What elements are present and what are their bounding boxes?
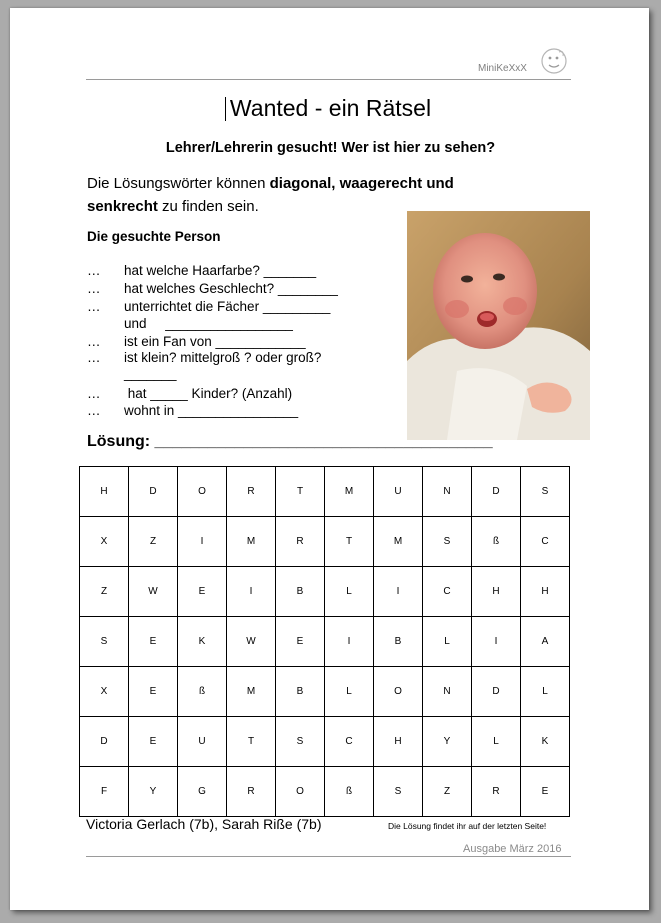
grid-cell: R	[276, 517, 325, 567]
grid-cell: I	[178, 517, 227, 567]
list-dots: …	[87, 334, 101, 349]
edition-text: Ausgabe März 2016	[463, 843, 562, 855]
grid-row	[80, 617, 570, 667]
grid-cell: Z	[129, 517, 178, 567]
grid-cell: H	[521, 567, 570, 617]
grid-cell: Z	[423, 767, 472, 817]
grid-cell: I	[325, 617, 374, 667]
grid-cell: H	[80, 467, 129, 517]
grid-row	[80, 517, 570, 567]
grid-row	[80, 717, 570, 767]
question-subjects-and: und _________________	[124, 316, 293, 331]
list-dots: …	[87, 263, 101, 278]
grid-cell: Z	[80, 567, 129, 617]
grid-cell: R	[472, 767, 521, 817]
grid-cell: ß	[325, 767, 374, 817]
grid-cell: B	[374, 617, 423, 667]
grid-cell: Y	[423, 717, 472, 767]
list-dots: …	[87, 350, 101, 365]
question-lives-in: wohnt in ________________	[124, 403, 299, 418]
list-dots: …	[87, 281, 101, 296]
grid-cell: D	[472, 467, 521, 517]
grid-cell: E	[129, 617, 178, 667]
grid-cell: S	[276, 717, 325, 767]
header-rule	[86, 79, 571, 80]
grid-cell: M	[227, 517, 276, 567]
grid-cell: T	[276, 467, 325, 517]
grid-cell: L	[325, 667, 374, 717]
list-dots: …	[87, 403, 101, 418]
grid-cell: C	[521, 517, 570, 567]
grid-cell: E	[178, 567, 227, 617]
grid-cell: ß	[472, 517, 521, 567]
grid-cell: N	[423, 667, 472, 717]
question-subjects: unterrichtet die Fächer _________	[124, 299, 331, 314]
grid-cell: C	[325, 717, 374, 767]
page-title: Wanted - ein Rätsel	[229, 95, 432, 121]
grid-cell: B	[276, 567, 325, 617]
grid-cell: D	[80, 717, 129, 767]
grid-cell: I	[227, 567, 276, 617]
solution-line: Lösung: ______________________________________	[87, 433, 493, 450]
grid-cell: E	[276, 617, 325, 667]
grid-cell: T	[325, 517, 374, 567]
intro-text-2: zu finden sein.	[157, 198, 259, 215]
grid-cell: E	[521, 767, 570, 817]
grid-cell: S	[423, 517, 472, 567]
list-dots: …	[87, 299, 101, 314]
grid-cell: M	[227, 667, 276, 717]
list-dots: …	[87, 386, 101, 401]
grid-cell: S	[374, 767, 423, 817]
question-fan-of: ist ein Fan von ____________	[124, 334, 306, 349]
grid-cell: D	[472, 667, 521, 717]
grid-cell: E	[129, 717, 178, 767]
baby-photo	[407, 211, 590, 440]
grid-row	[80, 467, 570, 517]
intro-text-1: Die Lösungswörter können	[87, 175, 270, 192]
grid-cell: D	[129, 467, 178, 517]
grid-cell: U	[374, 467, 423, 517]
grid-cell: M	[325, 467, 374, 517]
grid-cell: I	[472, 617, 521, 667]
grid-cell: L	[325, 567, 374, 617]
grid-cell: M	[374, 517, 423, 567]
grid-cell: X	[80, 667, 129, 717]
grid-cell: T	[227, 717, 276, 767]
footer-rule	[86, 856, 571, 857]
grid-cell: W	[129, 567, 178, 617]
solution-hint: Die Lösung findet ihr auf der letzten Seite!	[388, 821, 547, 831]
grid-cell: O	[178, 467, 227, 517]
question-size-blank: _______	[124, 366, 177, 381]
header-author-tag: MiniKeXxX	[478, 63, 527, 74]
grid-cell: Y	[129, 767, 178, 817]
grid-cell: X	[80, 517, 129, 567]
grid-cell: G	[178, 767, 227, 817]
grid-cell: W	[227, 617, 276, 667]
grid-cell: R	[227, 467, 276, 517]
grid-cell: K	[521, 717, 570, 767]
question-gender: hat welches Geschlecht? ________	[124, 281, 338, 296]
grid-cell: L	[472, 717, 521, 767]
question-hair-color: hat welche Haarfarbe? _______	[124, 263, 317, 278]
word-search-grid	[79, 466, 570, 817]
question-children: hat _____ Kinder? (Anzahl)	[124, 386, 293, 401]
grid-row	[80, 667, 570, 717]
grid-cell: A	[521, 617, 570, 667]
person-heading: Die gesuchte Person	[87, 229, 221, 244]
page-subtitle: Lehrer/Lehrerin gesucht! Wer ist hier zu sehen?	[165, 140, 496, 156]
grid-cell: S	[521, 467, 570, 517]
grid-cell: F	[80, 767, 129, 817]
grid-cell: L	[521, 667, 570, 717]
grid-cell: N	[423, 467, 472, 517]
grid-cell: B	[276, 667, 325, 717]
grid-cell: K	[178, 617, 227, 667]
grid-cell: I	[374, 567, 423, 617]
baby-face-logo-icon	[539, 46, 569, 76]
grid-cell: L	[423, 617, 472, 667]
grid-cell: R	[227, 767, 276, 817]
grid-cell: ß	[178, 667, 227, 717]
grid-cell: U	[178, 717, 227, 767]
authors-text: Victoria Gerlach (7b), Sarah Riße (7b)	[86, 816, 322, 832]
grid-row	[80, 767, 570, 817]
grid-cell: E	[129, 667, 178, 717]
grid-row	[80, 567, 570, 617]
grid-cell: H	[472, 567, 521, 617]
grid-cell: C	[423, 567, 472, 617]
grid-cell: O	[374, 667, 423, 717]
intro-bold-text: diagonal, waagerecht und senkrecht	[87, 175, 454, 215]
grid-cell: O	[276, 767, 325, 817]
question-size: ist klein? mittelgroß ? oder groß?	[124, 350, 322, 365]
grid-cell: S	[80, 617, 129, 667]
grid-cell: H	[374, 717, 423, 767]
